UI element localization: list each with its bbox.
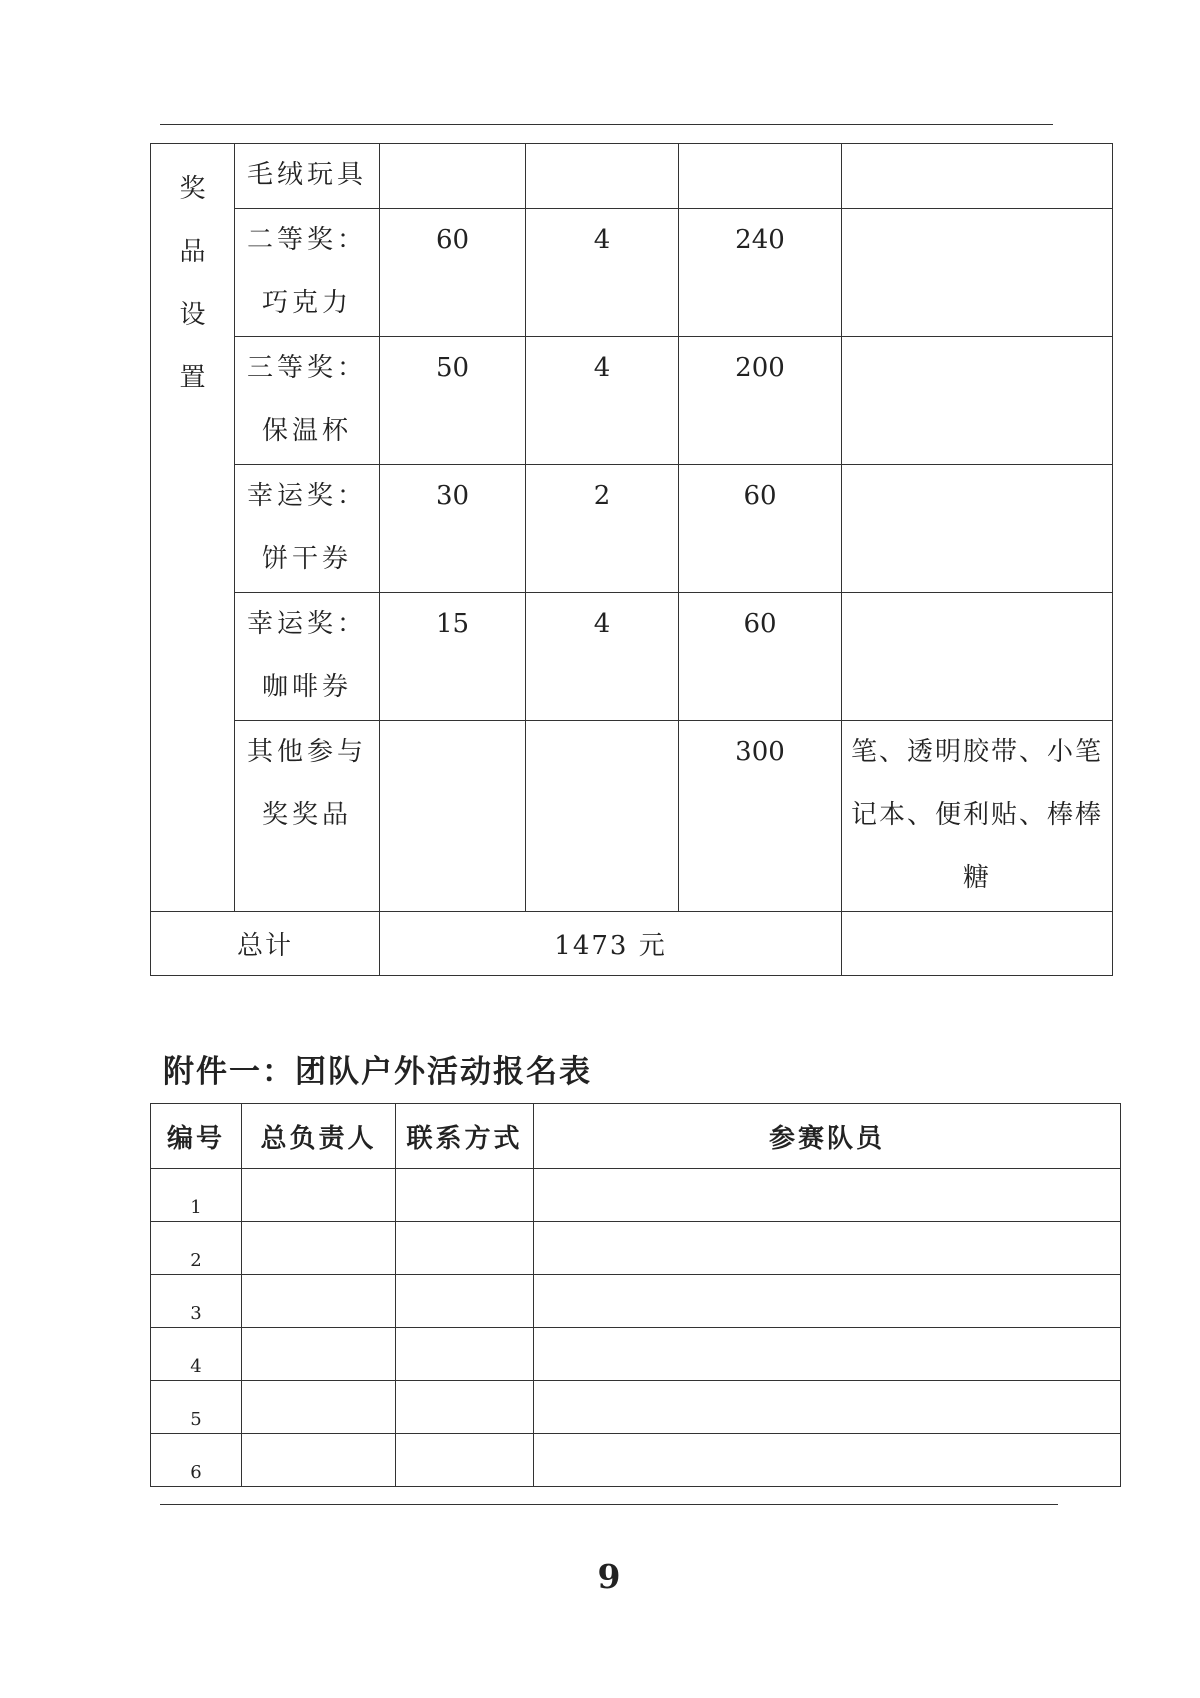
contact-cell xyxy=(396,1381,534,1434)
prize-item-cell: 幸运奖： 咖啡券 xyxy=(235,593,380,721)
members-cell xyxy=(534,1275,1121,1328)
row-number: 3 xyxy=(151,1275,242,1328)
table-row xyxy=(151,337,1113,465)
note-cell xyxy=(842,465,1113,593)
price-cell: 60 xyxy=(380,209,526,337)
prize-item-cell: 幸运奖： 饼干券 xyxy=(235,465,380,593)
leader-cell xyxy=(242,1169,396,1222)
total-value: 1473 元 xyxy=(380,912,842,976)
price-cell: 50 xyxy=(380,337,526,465)
quantity-cell: 4 xyxy=(526,337,679,465)
subtotal-cell: 60 xyxy=(679,593,842,721)
leader-cell xyxy=(242,1275,396,1328)
members-cell xyxy=(534,1328,1121,1381)
table-row xyxy=(151,209,1113,337)
note-cell xyxy=(842,912,1113,976)
page-number: 9 xyxy=(597,1557,621,1596)
prize-item-cell: 三等奖： 保温杯 xyxy=(235,337,380,465)
leader-cell xyxy=(242,1328,396,1381)
row-number: 2 xyxy=(151,1222,242,1275)
row-number: 4 xyxy=(151,1328,242,1381)
note-cell xyxy=(842,337,1113,465)
total-row xyxy=(151,912,1113,976)
leader-cell xyxy=(242,1434,396,1487)
table-row xyxy=(151,1275,1121,1328)
subtotal-cell: 240 xyxy=(679,209,842,337)
quantity-cell: 4 xyxy=(526,593,679,721)
contact-cell xyxy=(396,1222,534,1275)
subtotal-cell: 300 xyxy=(679,721,842,912)
signup-form-table xyxy=(150,1103,1121,1487)
members-cell xyxy=(534,1169,1121,1222)
table-row xyxy=(151,1434,1121,1487)
row-number: 6 xyxy=(151,1434,242,1487)
header-row xyxy=(151,1104,1121,1169)
price-cell: 15 xyxy=(380,593,526,721)
subtotal-cell: 200 xyxy=(679,337,842,465)
table-row xyxy=(151,1381,1121,1434)
note-cell xyxy=(842,144,1113,209)
members-cell xyxy=(534,1222,1121,1275)
prize-budget-table xyxy=(150,143,1113,976)
quantity-cell: 2 xyxy=(526,465,679,593)
row-number: 5 xyxy=(151,1381,242,1434)
header-members: 参赛队员 xyxy=(534,1104,1121,1169)
members-cell xyxy=(534,1381,1121,1434)
attachment-title: 附件一：团队户外活动报名表 xyxy=(163,1054,592,1090)
subtotal-cell xyxy=(679,144,842,209)
leader-cell xyxy=(242,1381,396,1434)
header-number: 编号 xyxy=(151,1104,242,1169)
note-cell xyxy=(842,209,1113,337)
table-row xyxy=(151,1169,1121,1222)
quantity-cell xyxy=(526,144,679,209)
table-row xyxy=(151,1328,1121,1381)
table-row xyxy=(151,1222,1121,1275)
table-row xyxy=(151,144,1113,209)
note-cell xyxy=(842,593,1113,721)
prize-item-cell: 其他参与 奖奖品 xyxy=(235,721,380,912)
price-cell xyxy=(380,144,526,209)
members-cell xyxy=(534,1434,1121,1487)
quantity-cell xyxy=(526,721,679,912)
leader-cell xyxy=(242,1222,396,1275)
subtotal-cell: 60 xyxy=(679,465,842,593)
contact-cell xyxy=(396,1328,534,1381)
section-label-prize-setup: 奖 品 设 置 xyxy=(151,144,235,912)
quantity-cell: 4 xyxy=(526,209,679,337)
contact-cell xyxy=(396,1434,534,1487)
contact-cell xyxy=(396,1169,534,1222)
header-leader: 总负责人 xyxy=(242,1104,396,1169)
table-row xyxy=(151,593,1113,721)
note-cell: 笔、透明胶带、小笔 记本、便利贴、棒棒 糖 xyxy=(842,721,1113,912)
row-number: 1 xyxy=(151,1169,242,1222)
total-label: 总计 xyxy=(151,912,380,976)
table-row xyxy=(151,721,1113,912)
prize-item-cell: 毛绒玩具 xyxy=(235,144,380,209)
price-cell xyxy=(380,721,526,912)
header-rule xyxy=(160,124,1053,125)
header-contact: 联系方式 xyxy=(396,1104,534,1169)
prize-item-cell: 二等奖： 巧克力 xyxy=(235,209,380,337)
price-cell: 30 xyxy=(380,465,526,593)
table-row xyxy=(151,465,1113,593)
footer-rule xyxy=(160,1504,1058,1505)
contact-cell xyxy=(396,1275,534,1328)
